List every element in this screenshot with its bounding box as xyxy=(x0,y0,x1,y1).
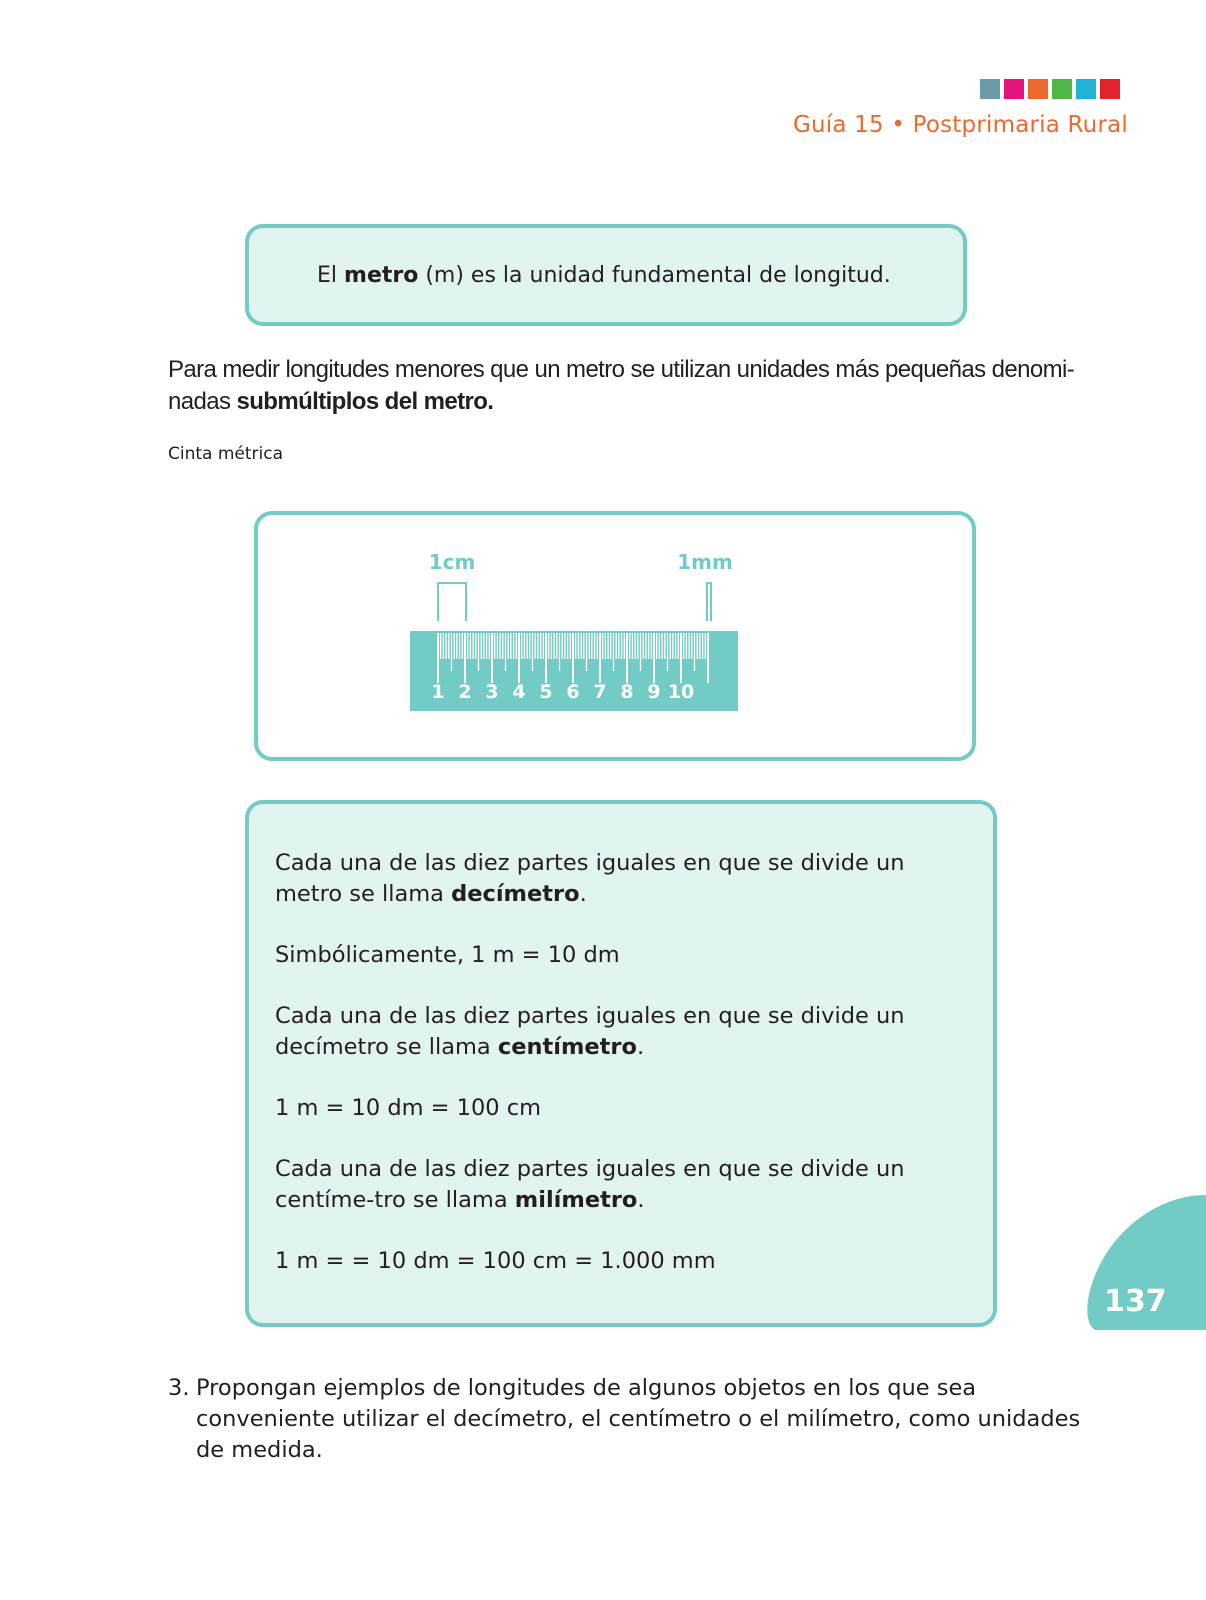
intro-text: Para medir longitudes menores que un metro se utilizan unidades más pequeñas denomi-nadas xyxy=(168,356,1075,415)
decimetro-text: Cada una de las diez partes iguales en que se divide un metro se llama xyxy=(275,850,905,907)
milimetro-paragraph xyxy=(275,1154,975,1216)
milimetro-term: milímetro xyxy=(514,1187,638,1213)
color-square xyxy=(1004,79,1024,99)
metro-term: metro xyxy=(344,263,419,288)
centimetro-text: Cada una de las diez partes iguales en que se divide un decímetro se llama xyxy=(275,1003,905,1060)
equation-3: 1 m = = 10 dm = 100 cm = 1.000 mm xyxy=(275,1248,716,1274)
milimetro-end: . xyxy=(637,1187,645,1213)
cm-bracket xyxy=(438,583,466,621)
label-1mm: 1mm xyxy=(677,550,733,574)
ruler-number: 4 xyxy=(512,681,526,703)
decimetro-paragraph xyxy=(275,848,975,910)
color-square xyxy=(1052,79,1072,99)
milimetro-text: Cada una de las diez partes iguales en que se divide un centíme-tro se llama xyxy=(275,1156,905,1213)
ruler-number: 7 xyxy=(593,681,607,703)
color-square xyxy=(1076,79,1096,99)
page-number: 137 xyxy=(1104,1284,1167,1319)
ruler-number: 6 xyxy=(566,681,580,703)
metro-definition-box xyxy=(245,224,967,326)
ruler-figure-box xyxy=(254,511,976,761)
ruler-number: 1 xyxy=(431,681,445,703)
centimetro-paragraph xyxy=(275,1001,975,1063)
color-square xyxy=(1100,79,1120,99)
color-square xyxy=(1028,79,1048,99)
question-number: 3. xyxy=(168,1375,190,1401)
intro-bold: submúltiplos del metro. xyxy=(236,388,494,415)
info-content xyxy=(275,848,975,1307)
metro-text-post: (m) es la unidad fundamental de longitud. xyxy=(418,263,891,288)
ruler-number: 10 xyxy=(667,681,695,703)
submultiples-info-box xyxy=(245,800,997,1327)
ruler-illustration xyxy=(258,515,972,757)
metro-text-pre: El xyxy=(317,263,345,288)
color-square xyxy=(980,79,1000,99)
mm-bracket xyxy=(707,583,711,621)
header-title: Guía 15 • Postprimaria Rural xyxy=(792,112,1128,138)
question-text: Propongan ejemplos de longitudes de algunos objetos en los que sea conveniente utilizar el decímetro, el centímetro o el milímetro, como unidades de medida. xyxy=(196,1375,1081,1463)
label-1cm: 1cm xyxy=(428,550,476,574)
question-3 xyxy=(168,1373,1088,1466)
ruler-number: 5 xyxy=(539,681,553,703)
decimetro-term: decímetro xyxy=(451,881,580,907)
intro-paragraph xyxy=(168,354,1088,418)
ruler-number: 2 xyxy=(458,681,472,703)
centimetro-term: centímetro xyxy=(497,1034,637,1060)
color-squares xyxy=(980,79,1120,99)
metro-definition xyxy=(317,263,891,288)
symbolic-equation-1: Simbólicamente, 1 m = 10 dm xyxy=(275,942,620,968)
decimetro-end: . xyxy=(579,881,587,907)
ruler-caption: Cinta métrica xyxy=(168,444,284,464)
ruler-number: 9 xyxy=(647,681,661,703)
equation-2: 1 m = 10 dm = 100 cm xyxy=(275,1095,542,1121)
ruler-number: 3 xyxy=(485,681,499,703)
ruler-number: 8 xyxy=(620,681,634,703)
centimetro-end: . xyxy=(636,1034,645,1060)
